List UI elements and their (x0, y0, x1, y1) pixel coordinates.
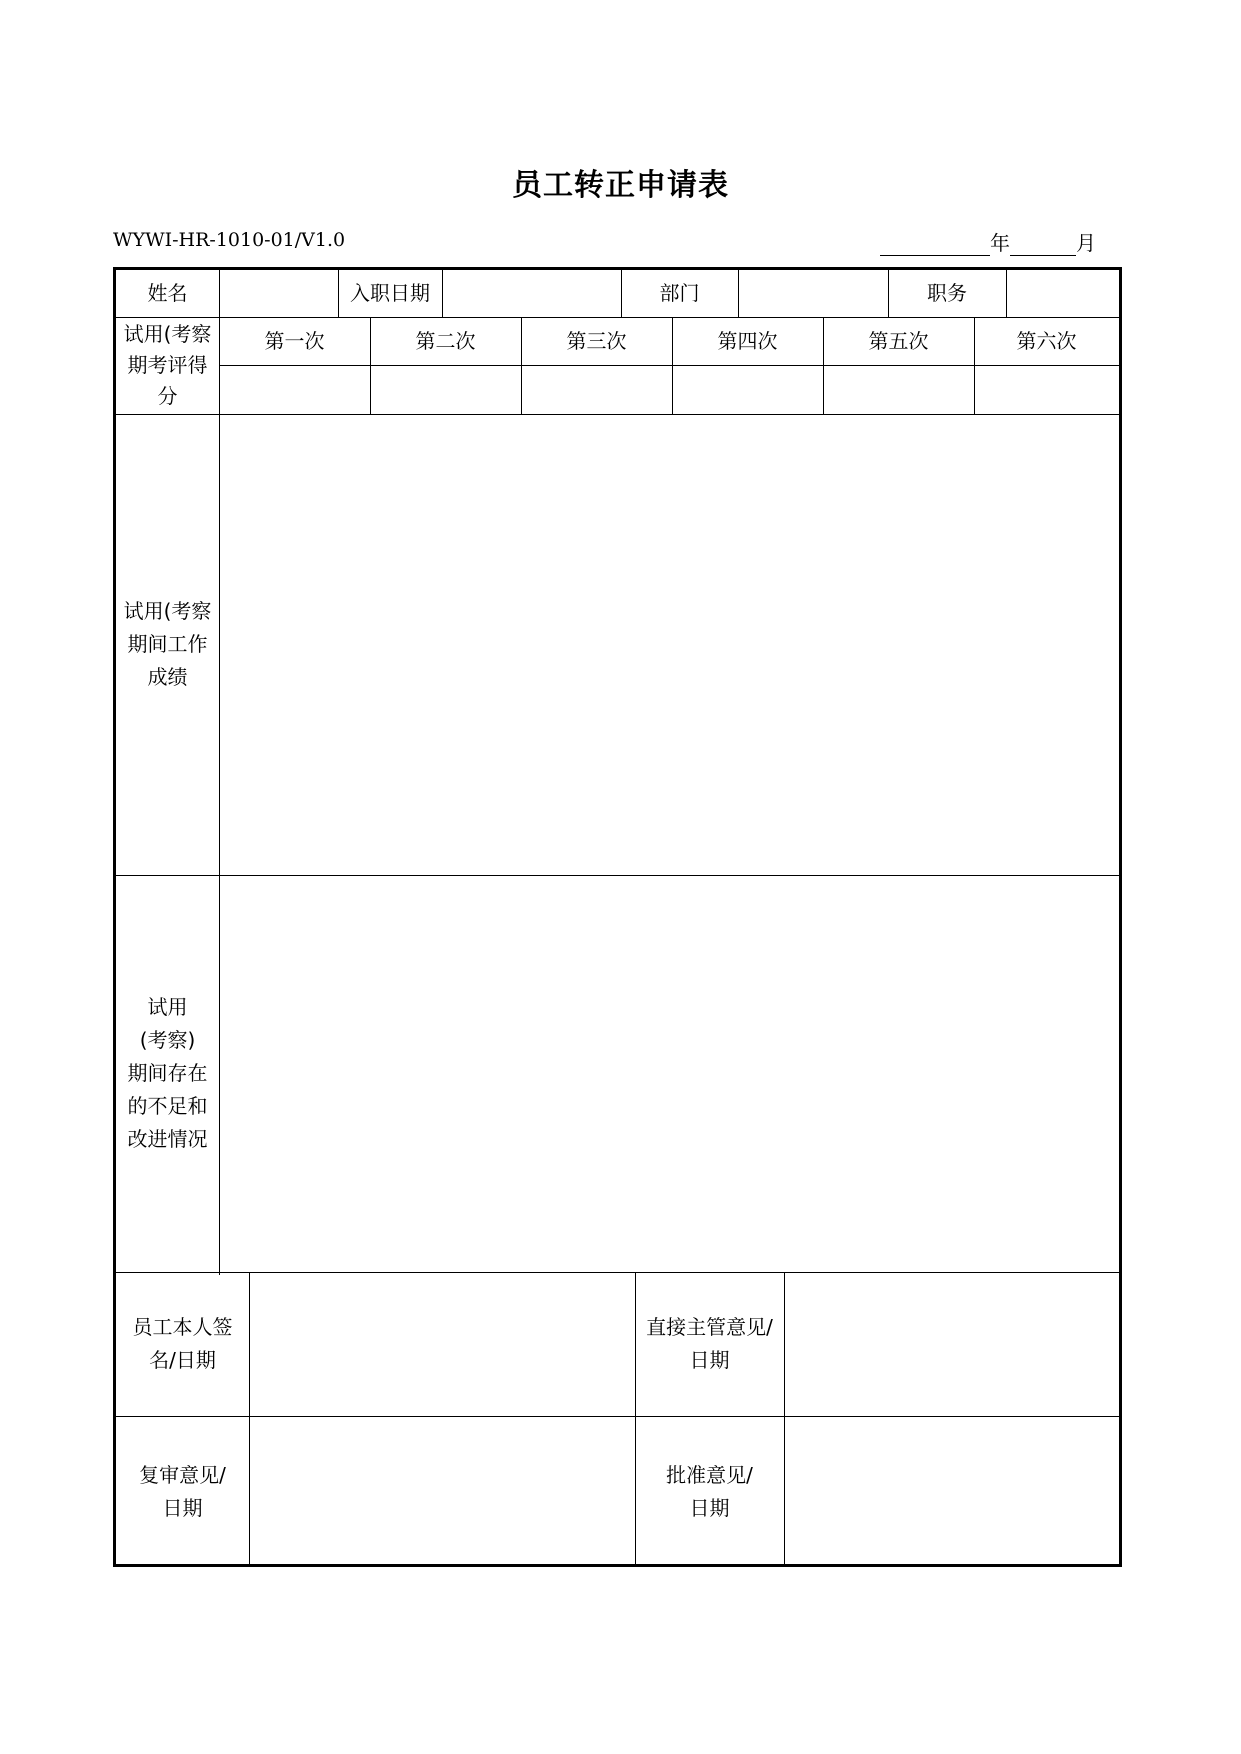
name-field[interactable] (219, 270, 338, 317)
position-field[interactable] (1006, 270, 1119, 317)
score-header-1: 第一次 (264, 328, 325, 353)
year-label: 年 (990, 231, 1010, 255)
review-opinion-field[interactable] (249, 1416, 635, 1567)
score-header-3: 第三次 (566, 328, 627, 353)
score-field-2[interactable] (370, 365, 521, 414)
approval-opinion-label: 批准意见/ 日期 (666, 1462, 753, 1520)
approval-opinion-field[interactable] (784, 1416, 1119, 1567)
year-blank[interactable] (880, 235, 990, 256)
score-field-1[interactable] (219, 365, 370, 414)
employee-signature-field[interactable] (249, 1272, 635, 1416)
form-title: 员工转正申请表 (512, 168, 729, 203)
employee-signature-label: 员工本人签 名/日期 (132, 1315, 233, 1372)
department-label: 部门 (659, 281, 700, 305)
month-label: 月 (1076, 231, 1096, 255)
position-label: 职务 (927, 281, 967, 305)
performance-field[interactable] (219, 414, 1119, 875)
shortcomings-label: 试用 (考察) 期间存在 的不足和 改进情况 (127, 995, 208, 1151)
score-field-5[interactable] (823, 365, 974, 414)
application-form (113, 267, 1122, 1567)
score-field-4[interactable] (672, 365, 823, 414)
date-line (880, 227, 1096, 256)
score-field-3[interactable] (521, 365, 672, 414)
supervisor-opinion-field[interactable] (784, 1272, 1119, 1416)
score-header-4: 第四次 (717, 328, 778, 353)
score-header-6: 第六次 (1016, 328, 1077, 353)
shortcomings-field[interactable] (219, 875, 1119, 1272)
hire-date-field[interactable] (442, 270, 621, 317)
supervisor-opinion-label: 直接主管意见/ 日期 (646, 1315, 773, 1372)
name-label: 姓名 (147, 281, 188, 305)
month-blank[interactable] (1010, 235, 1076, 256)
score-label: 试用(考察 期考评得 分 (123, 322, 212, 408)
hire-date-label: 入职日期 (350, 281, 430, 305)
score-field-6[interactable] (974, 365, 1119, 414)
review-opinion-label: 复审意见/ 日期 (139, 1462, 226, 1520)
department-field[interactable] (738, 270, 888, 317)
score-header-2: 第二次 (415, 328, 476, 353)
document-code: WYWI-HR-1010-01/V1.0 (113, 229, 346, 251)
performance-label: 试用(考察 期间工作 成绩 (123, 599, 212, 689)
score-header-5: 第五次 (868, 328, 929, 353)
